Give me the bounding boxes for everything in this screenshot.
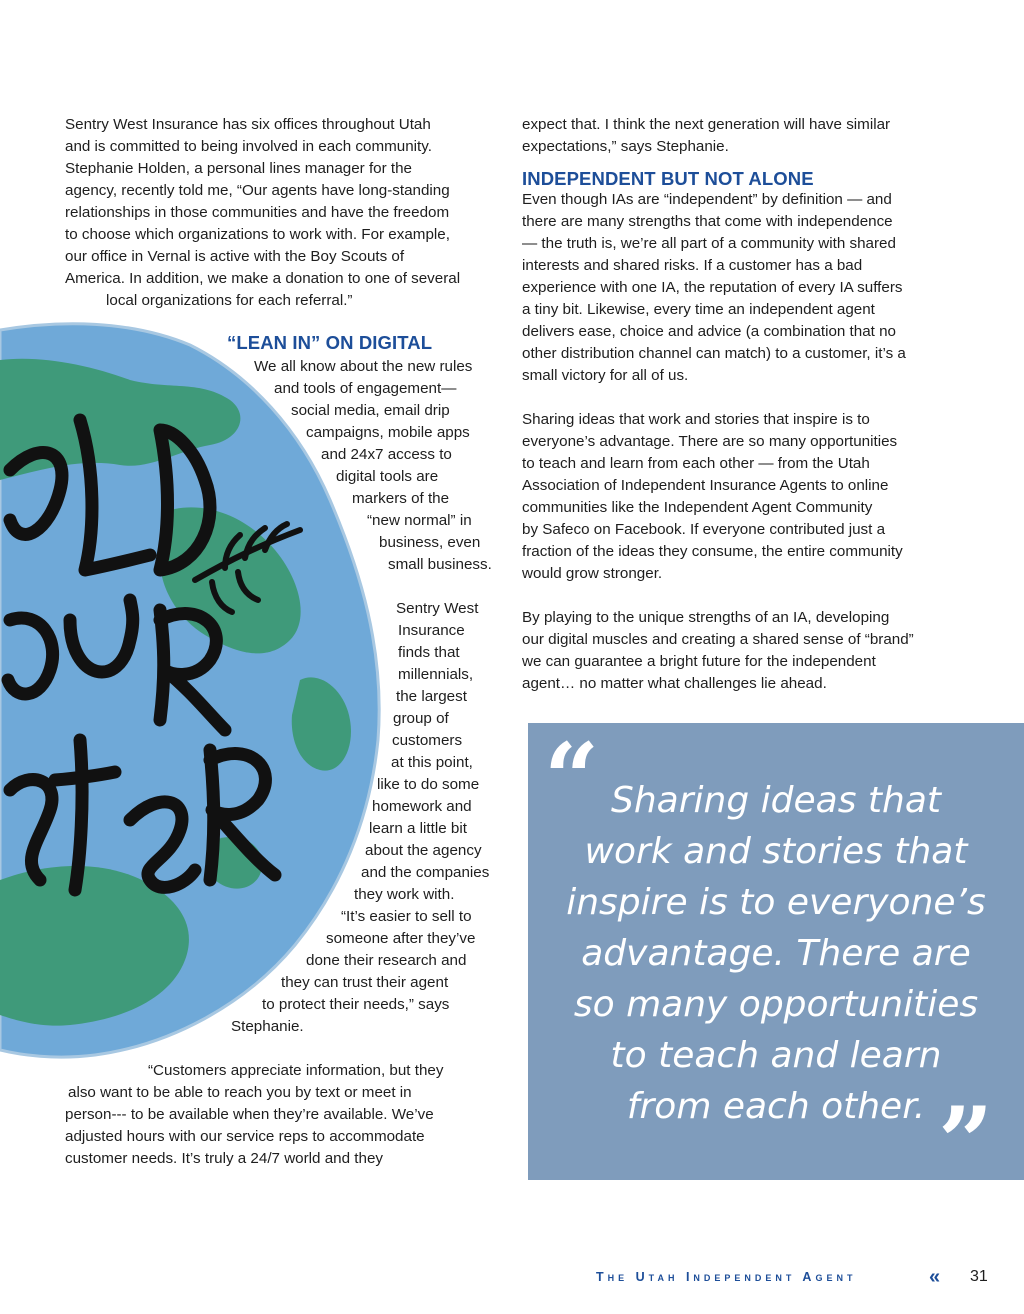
lean-in-line: about the agency [365,842,482,859]
pull-quote-line: advantage. There are [581,933,971,974]
paragraph-line: other distribution channel can match) to a customer, it’s a [522,345,906,362]
lean-in-line: millennials, [398,666,474,683]
lean-in-line: done their research and [306,952,467,969]
paragraph-line: Even though IAs are “independent” by definition — and [522,191,892,208]
lean-in-line: adjusted hours with our service reps to accommodate [65,1128,425,1145]
lean-in-line: “Customers appreciate information, but they [148,1062,444,1079]
lean-in-line: social media, email drip [291,402,450,419]
pull-quote-line: from each other. [626,1086,926,1127]
paragraph-line: Association of Independent Insurance Agents to online [522,477,889,494]
left-intro-line: local organizations for each referral.” [106,292,353,309]
lean-in-line: small business. [388,556,492,573]
left-intro-line: Sentry West Insurance has six offices throughout Utah [65,116,431,133]
lean-in-line: at this point, [391,754,473,771]
lean-in-line: customer needs. It’s truly a 24/7 world and they [65,1150,383,1167]
pull-quote-line: Sharing ideas that [610,780,941,821]
left-intro-line: to choose which organizations to work with. For example, [65,226,450,243]
right-intro-line: expect that. I think the next generation will have similar [522,116,891,133]
lean-in-line: and tools of engagement— [274,380,457,397]
lean-in-line: they can trust their agent [281,974,449,991]
lean-in-line: and 24x7 access to [321,446,452,463]
footer-publication-title: The Utah Independent Agent [596,1270,857,1284]
lean-in-line: learn a little bit [369,820,467,837]
lean-in-line: homework and [372,798,472,815]
lean-in-line: person--- to be available when they’re available. We’ve [65,1106,434,1123]
lean-in-line: Stephanie. [231,1018,304,1035]
lean-in-line: Sentry West [396,600,479,617]
lean-in-line: they work with. [354,886,455,903]
page-number: 31 [970,1268,988,1285]
paragraph-sharing-ideas [522,409,962,585]
lean-in-line: to protect their needs,” says [262,996,450,1013]
pull-quote-box [528,722,1024,1199]
left-intro-line: and is committed to being involved in each community. [65,138,432,155]
lean-in-line: group of [393,710,449,727]
paragraph-line: our digital muscles and creating a shared sense of “brand” [522,631,914,648]
paragraph-line: communities like the Independent Agent Community [522,499,873,516]
lean-in-line: the largest [396,688,467,705]
lean-in-line: “It’s easier to sell to [341,908,472,925]
lean-in-line: “new normal” in [367,512,472,529]
paragraph-line: a tiny bit. Likewise, every time an independent agent [522,301,875,318]
pull-quote-text [528,775,1024,1132]
lean-in-line: customers [392,732,463,749]
lean-in-line: We all know about the new rules [254,358,473,375]
lean-in-line: Insurance [398,622,465,639]
paragraph-line: would grow stronger. [522,565,663,582]
paragraph-line: delivers ease, choice and advice (a combination that no [522,323,897,340]
lean-in-line: business, even [379,534,481,551]
right-intro-line: expectations,” says Stephanie. [522,138,729,155]
pull-quote-line: inspire is to everyone’s [566,882,986,923]
lean-in-line: like to do some [377,776,480,793]
pull-quote-line: to teach and learn [610,1035,942,1076]
lean-in-line: finds that [398,644,460,661]
paragraph-line: — the truth is, we’re all part of a community with shared [522,235,896,252]
paragraph-line: fraction of the ideas they consume, the entire community [522,543,903,560]
footer-arrow-icon: « [929,1266,941,1288]
pull-quote-line: work and stories that [584,831,968,872]
paragraph-line: small victory for all of us. [522,367,689,384]
lean-in-heading: “LEAN IN” ON DIGITAL [227,332,433,353]
paragraph-line: to teach and learn from each other — from the Utah [522,455,870,472]
paragraph-line: experience with one IA, the reputation of every IA suffers [522,279,903,296]
paragraph-line: by Safeco on Facebook. If everyone contributed just a [522,521,886,538]
independent-heading: INDEPENDENT BUT NOT ALONE [522,168,814,189]
lean-in-line: markers of the [352,490,450,507]
right-column [522,114,962,695]
close-quote-mark: ” [938,1086,994,1199]
left-intro-line: agency, recently told me, “Our agents have long-standing [65,182,450,199]
left-intro-column [65,114,507,312]
pull-quote-line: so many opportunities [573,984,979,1025]
open-quote-mark: “ [544,722,600,835]
left-intro-line: America. In addition, we make a donation to one of several [65,270,461,287]
lean-in-line: campaigns, mobile apps [306,424,470,441]
paragraph-line: there are many strengths that come with independence [522,213,893,230]
lean-in-line: and the companies [361,864,490,881]
lean-in-line: also want to be able to reach you by text or meet in [68,1084,412,1101]
paragraph-line: everyone’s advantage. There are so many opportunities [522,433,898,450]
paragraph-line: Sharing ideas that work and stories that inspire is to [522,411,870,428]
lean-in-line: someone after they’ve [326,930,476,947]
left-intro-line: relationships in those communities and have the freedom [65,204,450,221]
paragraph-line: interests and shared risks. If a customer has a bad [522,257,863,274]
left-intro-line: our office in Vernal is active with the Boy Scouts of [65,248,405,265]
paragraph-line: By playing to the unique strengths of an IA, developing [522,609,890,626]
paragraph-line: agent… no matter what challenges lie ahead. [522,675,827,692]
lean-in-line: digital tools are [336,468,439,485]
paragraph-line: we can guarantee a bright future for the independent [522,653,876,670]
paragraph-independence [522,189,962,387]
paragraph-conclusion [522,607,962,695]
left-intro-line: Stephanie Holden, a personal lines manager for the [65,160,413,177]
